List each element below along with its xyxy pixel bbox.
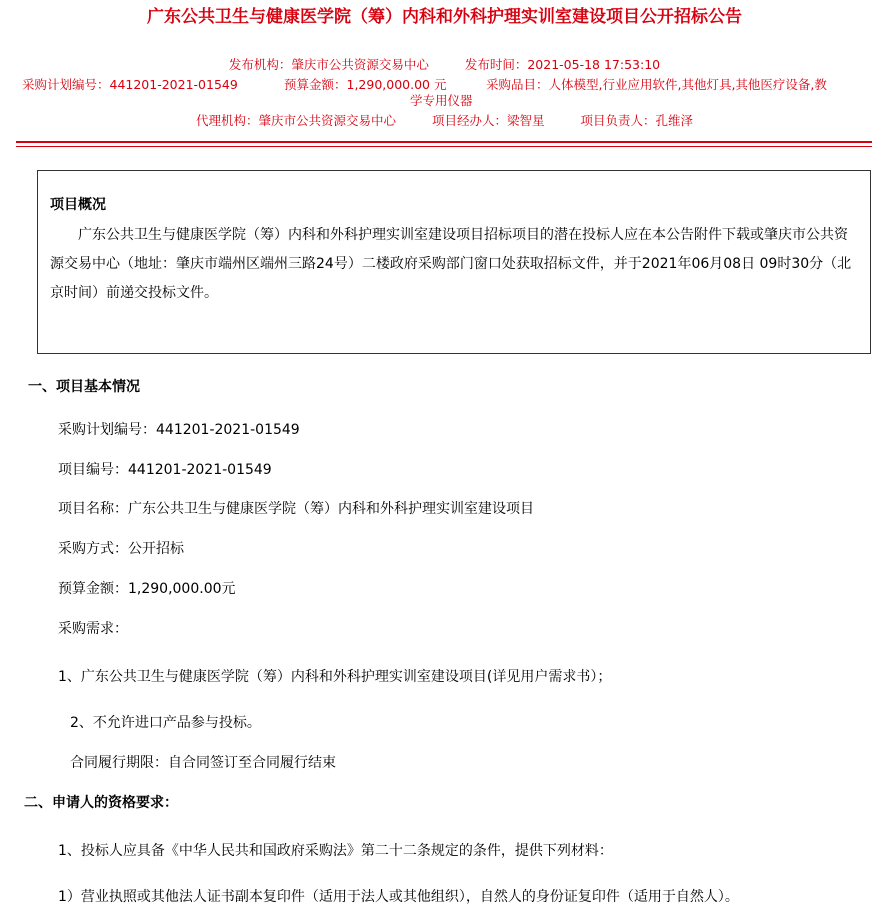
publisher: 发布机构：肇庆市公共资源交易中心 [228,57,429,72]
page-title: 广东公共卫生与健康医学院（筹）内科和外科护理实训室建设项目公开招标公告 [147,7,742,27]
overview-box [37,170,871,354]
project-name-line: 项目名称：广东公共卫生与健康医学院（筹）内科和外科护理实训室建设项目 [58,501,534,517]
project-number-line: 项目编号：441201-2021-01549 [58,462,272,478]
plan-number-line: 采购计划编号：441201-2021-01549 [58,422,300,438]
leader: 项目负责人：孔维泽 [580,113,693,128]
agency: 代理机构：肇庆市公共资源交易中心 [196,113,397,128]
requirement-1-1: 1）营业执照或其他法人证书副本复印件（适用于法人或其他组织），自然人的身份证复印件（适用于自然人）。 [58,889,739,905]
contract-period-line: 合同履行期限：自合同签订至合同履行结束 [70,755,336,771]
budget-amount: 预算金额：1,290,000.00 元 [284,77,447,92]
overview-body: 广东公共卫生与健康医学院（筹）内科和外科护理实训室建设项目招标项目的潜在投标人应在本公告附件下载或肇庆市公共资源交易中心（地址：肇庆市端州区端州三路24号）二楼政府采购部门窗口处获取招标文件，并于2021年06月08日 09时30分（北京时间）前递交投标文件。 [50,227,852,301]
demand-label: 采购需求： [58,621,128,637]
header-divider [16,141,872,143]
overview-heading: 项目概况 [50,197,106,213]
meta-row-publish [0,56,889,74]
section2-heading: 二、申请人的资格要求： [24,795,178,811]
requirement-1: 1、投标人应具备《中华人民共和国政府采购法》第二十二条规定的条件，提供下列材料： [58,843,613,859]
publish-time: 发布时间：2021-05-18 17:53:10 [464,57,661,72]
plan-number: 采购计划编号：441201-2021-01549 [22,77,238,92]
budget-line: 预算金额：1,290,000.00元 [58,581,236,597]
purchase-items-cont: 学专用仪器 [410,93,473,108]
meta-row-agency [0,112,889,130]
purchase-items: 采购品目：人体模型,行业应用软件,其他灯具,其他医疗设备,教 [486,77,827,92]
method-line: 采购方式：公开招标 [58,541,184,557]
header-divider-thin [16,146,872,147]
demand-item-1: 1、广东公共卫生与健康医学院（筹）内科和外科护理实训室建设项目(详见用户需求书）； [58,669,612,685]
demand-item-2: 2、不允许进口产品参与投标。 [70,715,261,731]
section1-heading: 一、项目基本情况 [28,379,140,395]
handler: 项目经办人：梁智星 [431,113,545,128]
